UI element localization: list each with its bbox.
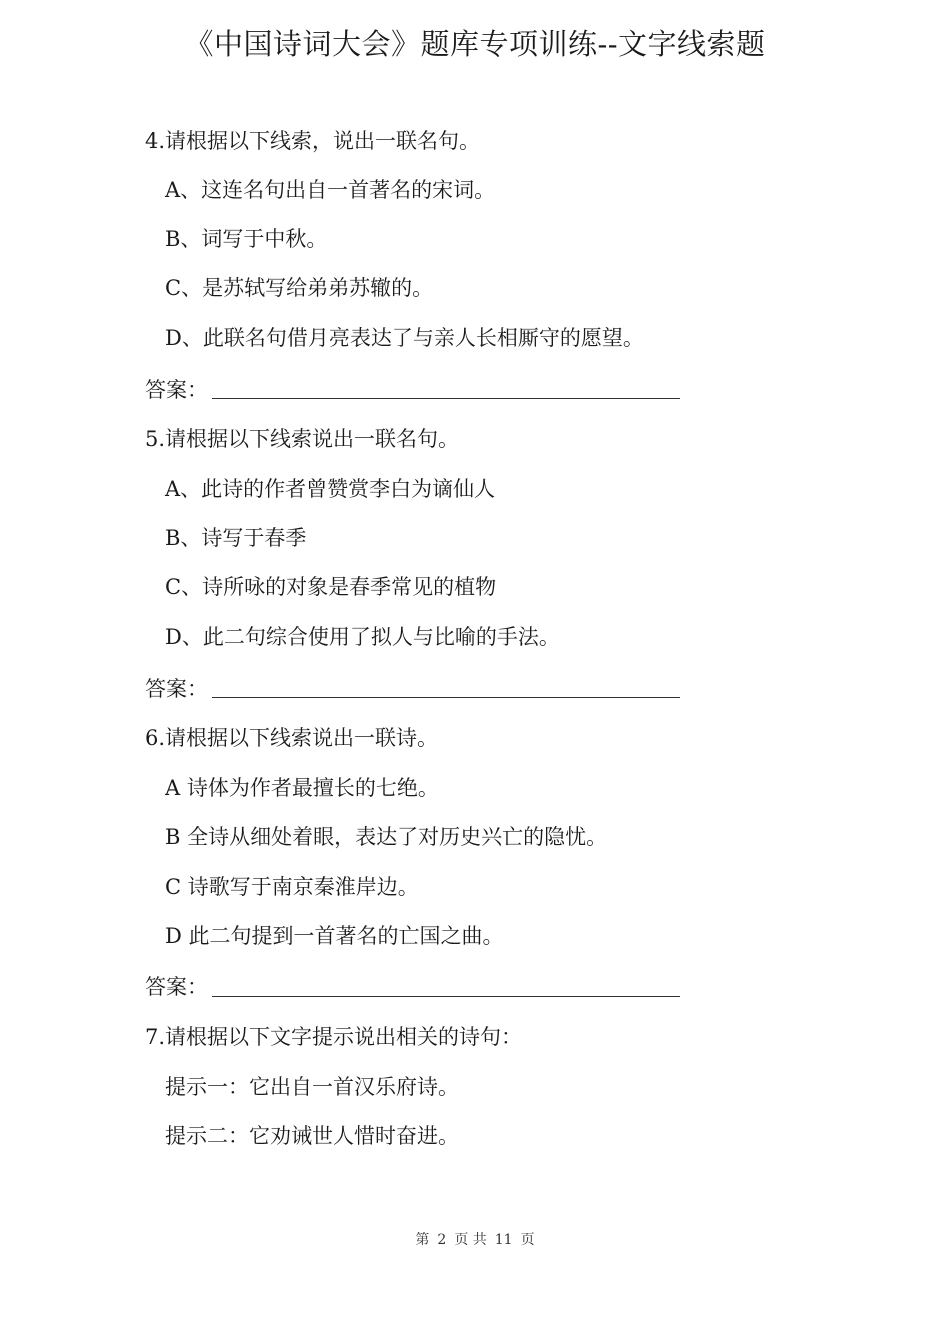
question-4-clue-a: A、这连名句出自一首著名的宋词。 (165, 178, 496, 202)
question-5-answer-blank[interactable] (212, 697, 680, 698)
question-7-heading: 7.请根据以下文字提示说出相关的诗句： (145, 1025, 523, 1049)
question-6-clue-a: A 诗体为作者最擅长的七绝。 (165, 776, 439, 800)
question-6-clue-d: D 此二句提到一首著名的亡国之曲。 (165, 924, 504, 948)
footer-suffix: 页 (520, 1232, 535, 1248)
question-6-heading: 6.请根据以下线索说出一联诗。 (145, 726, 439, 750)
footer-mid: 页 共 (454, 1232, 487, 1248)
question-6-clue-b: B 全诗从细处着眼，表达了对历史兴亡的隐忧。 (165, 825, 608, 849)
question-5-clue-c: C、诗所咏的对象是春季常见的植物 (165, 575, 497, 599)
question-6-answer-label: 答案： (145, 975, 208, 999)
question-4-answer-blank[interactable] (212, 398, 680, 399)
question-5-clue-a: A、此诗的作者曾赞赏李白为谪仙人 (165, 477, 496, 501)
question-4-clue-c: C、是苏轼写给弟弟苏辙的。 (165, 276, 434, 300)
question-4-clue-d: D、此联名句借月亮表达了与亲人长相厮守的愿望。 (165, 326, 644, 350)
question-7-hint-1: 提示一：它出自一首汉乐府诗。 (165, 1075, 459, 1099)
footer-prefix: 第 (415, 1232, 430, 1248)
page-title: 《中国诗词大会》题库专项训练--文字线索题 (184, 27, 766, 61)
question-5-answer-label: 答案： (145, 677, 208, 701)
question-6-clue-c: C 诗歌写于南京秦淮岸边。 (165, 875, 419, 899)
question-7-hint-2: 提示二：它劝诫世人惜时奋进。 (165, 1124, 459, 1148)
footer-total-pages: 11 (494, 1232, 513, 1248)
question-4-answer-label: 答案： (145, 378, 208, 402)
question-4-clue-b: B、词写于中秋。 (165, 227, 328, 251)
question-6-answer-blank[interactable] (212, 996, 680, 997)
question-5-clue-b: B、诗写于春季 (165, 526, 307, 550)
question-5-heading: 5.请根据以下线索说出一联名句。 (145, 427, 460, 451)
footer-page-number: 2 (437, 1232, 447, 1248)
question-4-heading: 4.请根据以下线索，说出一联名句。 (145, 129, 481, 153)
question-5-clue-d: D、此二句综合使用了拟人与比喻的手法。 (165, 625, 560, 649)
page-footer (0, 1229, 950, 1249)
